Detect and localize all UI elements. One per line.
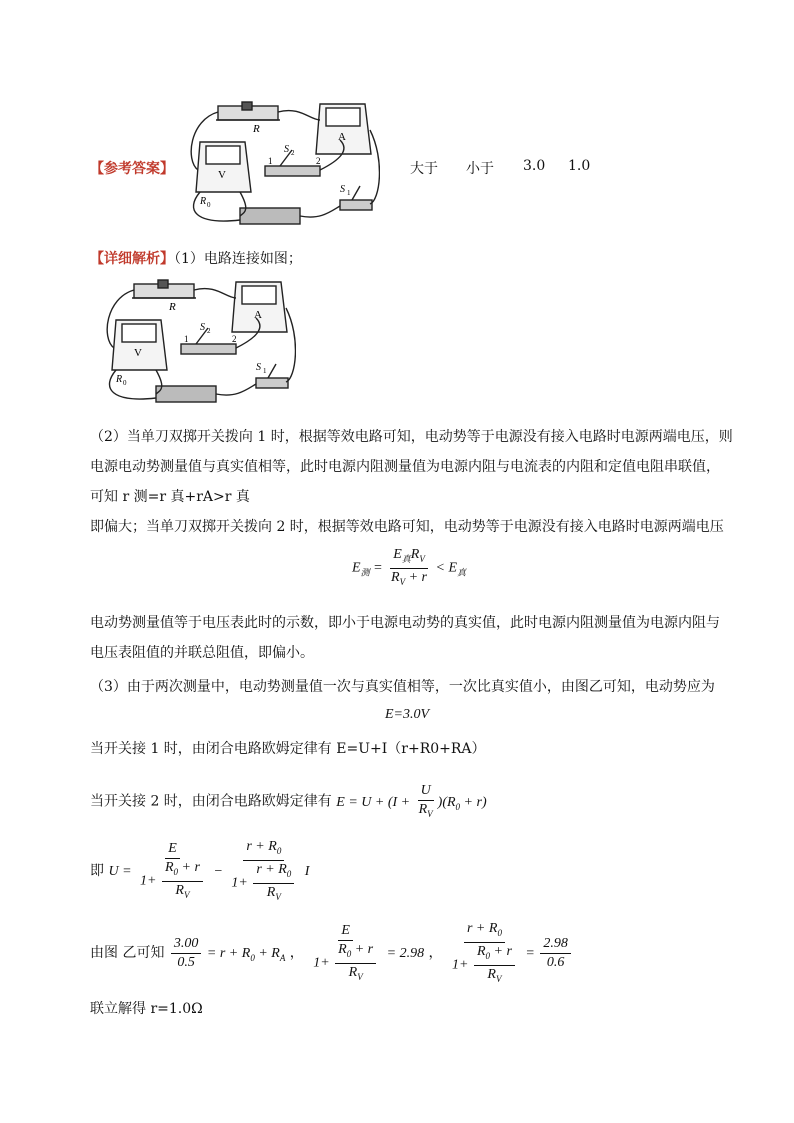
formula-intercept: E 1+ $\frac{R_0 + r}{R_V}$ = 2.98	[313, 922, 425, 982]
analysis-p8-row	[90, 838, 309, 905]
sep-1: ，	[289, 944, 304, 961]
answer-label: 【参考答案】	[90, 161, 174, 177]
analysis-p5: （3）由于两次测量中，电动势测量值一次与真实值相等，一次比真实值小，由图乙可知，电动势应为	[90, 679, 715, 695]
diagram2-label-switch2: S	[200, 322, 205, 333]
formula-e-measured: $E_测$ = $\frac{E_真R_V}{R_V + r}$ < $E_真$	[352, 547, 467, 587]
analysis-p4b: 电压表阻值的并联总阻值，即偏小。	[90, 645, 314, 661]
diagram2-label-ammeter: A	[254, 309, 262, 321]
value-05: 0.5	[177, 955, 195, 971]
diagram2-label-pos1: 1	[184, 334, 189, 344]
diagram2-label-switch1-sub: 1	[263, 367, 267, 375]
diagram-label-switch1: S	[340, 184, 345, 195]
diagram-label-voltmeter: V	[218, 169, 226, 181]
diagram2-label-switch2-sub: 2	[207, 327, 211, 335]
diagram-label-resistor: R	[200, 196, 207, 207]
analysis-label: 【详细解析】	[90, 251, 174, 267]
value-298-a: 2.98	[399, 945, 425, 961]
diagram-label-resistor-sub: 0	[207, 201, 211, 209]
formula-u: U = E 1+ $\frac{R_0 + r}{R_V}$ − $r + R_0$ 1+ $\frac{r + R_0}{R_V}$ I	[108, 839, 310, 902]
diagram-label-pos2: 2	[316, 156, 321, 166]
analysis-p4a: 电动势测量值等于电压表此时的示数，即小于电源电动势的真实值，此时电源内阻测量值为电源内阻与	[90, 615, 720, 631]
formula-ratio: $r + R_0$ 1+ $\frac{R_0 + r}{R_V}$ = $\frac{2.98}{0.6}$	[447, 946, 573, 961]
diagram2-label-resistor-sub: 0	[123, 379, 127, 387]
answer-4: 1.0	[568, 158, 591, 174]
diagram2-label-rheostat: R	[169, 301, 176, 313]
analysis-p2a: （2）当单刀双掷开关拨向 1 时，根据等效电路可知，电动势等于电源没有接入电路时电源两端电压，则	[90, 429, 733, 445]
diagram2-label-resistor: R	[116, 374, 123, 385]
diagram2-label-voltmeter: V	[134, 347, 142, 359]
analysis-p2b: 电源电动势测量值与真实值相等，此时电源内阻测量值为电源内阻与电流表的内阻和定值电阻串联值，	[90, 459, 720, 475]
diagram-label-switch1-sub: 1	[347, 189, 351, 197]
value-06: 0.6	[546, 955, 565, 971]
analysis-p3: 即偏大；当单刀双掷开关拨向 2 时，根据等效电路可知，电动势等于电源没有接入电路时电源两端电压	[90, 519, 724, 535]
analysis-eq-e: E=3.0V	[385, 707, 430, 722]
diagram-label-pos1: 1	[268, 156, 273, 166]
analysis-heading	[90, 248, 302, 268]
diagram-label-ammeter: A	[338, 131, 346, 143]
formula-slope: $\frac{3.00}{0.5}$ = $r + R_0 + R_A$	[169, 946, 285, 961]
analysis-p7-row	[90, 782, 487, 823]
diagram2-label-pos2: 2	[232, 334, 237, 344]
answer-3: 3.0	[523, 158, 546, 174]
answer-2: 小于	[466, 161, 494, 177]
analysis-p9-prefix: 由图 乙可知	[90, 944, 165, 961]
circuit-diagram-analysis	[96, 278, 296, 408]
answer-1: 大于	[410, 161, 438, 177]
value-298-b: 2.98	[540, 935, 571, 954]
diagram-label-switch2-sub: 2	[291, 149, 295, 157]
diagram-label-rheostat: R	[253, 123, 260, 135]
formula-switch2: E = U + (I + $\frac{U}{R_V}$ )$(R_0 + r)$	[336, 783, 487, 819]
diagram-label-switch2: S	[284, 144, 289, 155]
analysis-p10: 联立解得 r=1.0Ω	[90, 1001, 203, 1017]
analysis-p9-row	[90, 920, 573, 987]
sep-2: ，	[428, 944, 443, 961]
diagram2-label-switch1: S	[256, 362, 261, 373]
analysis-p8-prefix: 即	[90, 862, 104, 879]
analysis-p6: 当开关接 1 时，由闭合电路欧姆定律有 E=U+I（r+R0+RA）	[90, 741, 486, 757]
value-300: 3.00	[171, 935, 202, 954]
analysis-p7: 当开关接 2 时，由闭合电路欧姆定律有	[90, 793, 332, 810]
circuit-diagram-answer	[180, 100, 380, 230]
analysis-p1: （1）电路连接如图；	[174, 251, 302, 267]
analysis-p2c: 可知 r 测=r 真+rA>r 真	[90, 489, 250, 505]
